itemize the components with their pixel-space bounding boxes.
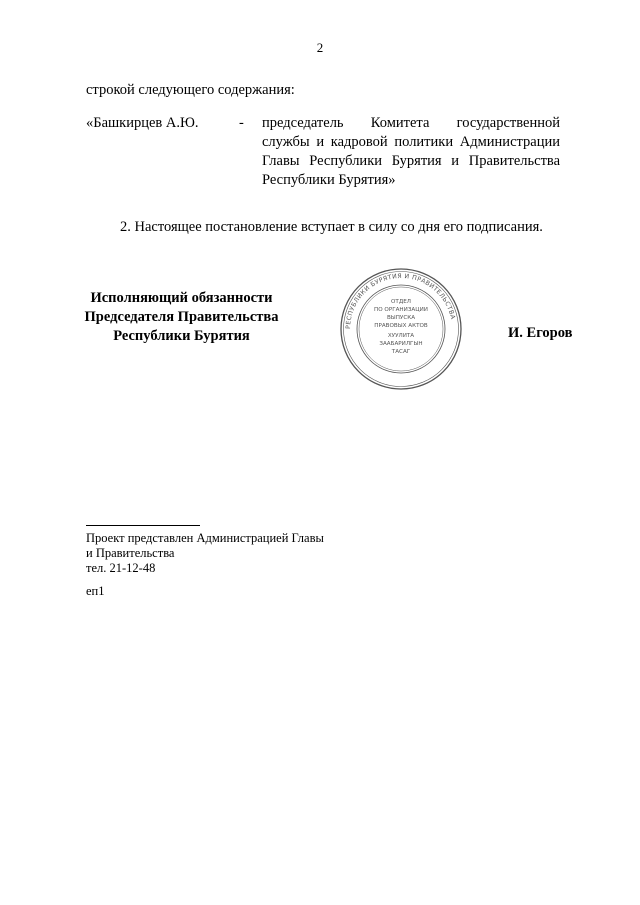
entry-role-line: председатель Комитета государственной — [262, 115, 560, 131]
seal-inner-line: ТАСАГ — [391, 349, 411, 355]
seal-outer-text: РЕСПУБЛИКИ БУРЯТИЯ И ПРАВИТЕЛЬСТВА — [344, 272, 457, 330]
seal-inner-line: ОТДЕЛ — [391, 299, 411, 305]
signer-name: И. Егоров — [508, 325, 573, 341]
paragraph-2: 2. Настоящее постановление вступает в силу со дня его подписания. — [120, 219, 543, 235]
entry-role-line: службы и кадровой политики Администрации — [262, 134, 560, 150]
signer-title-line: Исполняющий обязанности — [90, 290, 273, 306]
signer-title — [60, 289, 303, 346]
signer-title-line: Председателя Правительства — [84, 309, 279, 325]
entry-role-line: Главы Республики Бурятия и Правительства — [262, 153, 560, 169]
entry-role-line: Республики Бурятия» — [262, 172, 396, 188]
seal-inner-line: ХУУЛИТА — [387, 333, 415, 339]
entry-person-role — [262, 114, 560, 190]
signer-title-line: Республики Бурятия — [113, 328, 250, 344]
footer-line-2: и Правительства — [86, 546, 175, 560]
footer-phone: тел. 21-12-48 — [86, 561, 156, 575]
entry-person-name: «Башкирцев А.Ю. — [86, 115, 199, 131]
seal-inner-line: ВЫПУСКА — [386, 315, 416, 321]
intro-line: строкой следующего содержания: — [86, 82, 295, 98]
page-number: 2 — [316, 40, 324, 55]
seal-inner-line: ПРАВОВЫХ АКТОВ — [374, 323, 428, 329]
seal-inner-line: ПО ОРГАНИЗАЦИИ — [374, 307, 428, 313]
official-seal-stamp — [339, 267, 463, 391]
seal-inner-line: ЗААБАРИЛГЫН — [379, 341, 423, 347]
entry-dash: - — [239, 115, 244, 131]
document-code: еп1 — [86, 584, 105, 598]
footer-line-1: Проект представлен Администрацией Главы — [86, 531, 324, 545]
footer-divider — [86, 525, 200, 526]
